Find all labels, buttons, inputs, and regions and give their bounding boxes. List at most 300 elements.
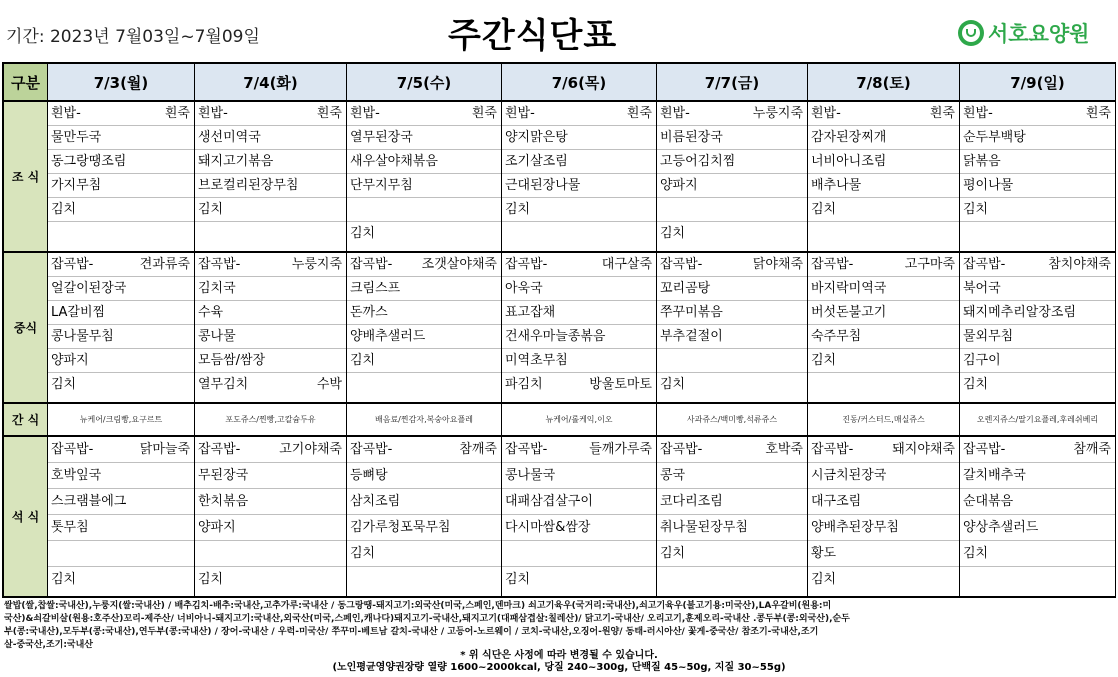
menu-line [195,222,346,246]
menu-line [195,301,346,325]
nutrition-text: (노인평균영양권장량 열량 1600~2000kcal, 당질 240~300g, 단백질 45~50g, 지질 30~55g) [332,662,786,673]
menu-line [195,349,346,373]
menu-line [195,253,346,277]
snack-item: 오렌지쥬스/딸기요플레,후레쉬베리 [976,415,1099,424]
lunch-day-cell [960,253,1116,402]
menu-item: 얼갈이된장국 [51,281,127,296]
porridge-item: 누룽지죽 [752,106,803,121]
snack-day-cell [960,404,1116,435]
menu-line [960,349,1115,373]
menu-line [48,222,194,246]
menu-line [48,174,194,198]
menu-line [657,349,807,373]
menu-item: 김치 [350,353,376,368]
menu-line [808,349,959,373]
menu-line [657,253,807,277]
snack-section [2,404,1116,437]
menu-line [48,463,194,489]
menu-line [502,126,656,150]
menu-line [347,253,501,277]
menu-line [960,301,1115,325]
menu-line [657,437,807,463]
menu-item: 김치 [198,202,224,217]
menu-item: 가지무침 [51,178,102,193]
menu-item: 김치 [51,572,77,587]
menu-item: 톳무침 [51,520,89,535]
menu-item: 잡곡밥- [660,442,703,457]
menu-line [657,301,807,325]
menu-line [657,277,807,301]
menu-line [195,126,346,150]
menu-line [195,463,346,489]
lunch-day-cell [808,253,960,402]
menu-line [960,174,1115,198]
menu-item: 잡곡밥- [198,257,241,272]
menu-item: 흰밥- [198,106,228,121]
porridge-item: 흰죽 [316,106,342,121]
page-header [0,0,1118,62]
menu-item: 돈까스 [350,305,388,320]
notice-text: * 위 식단은 사정에 따라 변경될 수 있습니다. [460,650,658,661]
lunch-section [2,253,1116,404]
snack-day-cell [347,404,502,435]
breakfast-day-cell [48,102,195,251]
menu-item: 김치 [811,572,837,587]
menu-item: 숙주무침 [811,329,862,344]
menu-line [502,102,656,126]
menu-item: 배추나물 [811,178,862,193]
dinner-day-cell [195,437,347,596]
footer-notice [0,650,1118,674]
menu-line [808,373,959,397]
origin-note-line: 부(콩:국내산),모두부(콩:국내산),연두부(콩:국내산) / 장어-국내산 / 우럭-미국산/ 쭈꾸미-베트남 갈치-국내산 / 고등어-노르웨이 / 코치-국내산,오징어-원양/ 동태-러시아산/ 꽃게-중국산/ 참조기-국내산,조기 [4,627,819,637]
menu-item: 조기살조림 [505,154,568,169]
menu-item: 잡곡밥- [963,442,1006,457]
menu-line [960,373,1115,397]
menu-line [657,102,807,126]
menu-line [502,301,656,325]
menu-item: 흰밥- [811,106,841,121]
menu-item: 김치 [660,546,686,561]
menu-item: 콩나물국 [505,468,556,483]
menu-line [48,150,194,174]
menu-line [960,222,1115,246]
menu-item: 김치 [350,546,376,561]
menu-line [960,515,1115,541]
menu-item: 잡곡밥- [198,442,241,457]
menu-item: 잡곡밥- [811,442,854,457]
menu-line [657,325,807,349]
porridge-item: 흰죽 [1085,106,1111,121]
dinner-day-cell [347,437,502,596]
menu-item: 잡곡밥- [660,257,703,272]
dinner-day-cell [502,437,657,596]
menu-item: 대패삼겹살구이 [505,494,593,509]
menu-line [808,301,959,325]
menu-line [502,253,656,277]
menu-line [347,277,501,301]
menu-item: 김치 [811,353,837,368]
dinner-section [2,437,1116,598]
menu-line [48,325,194,349]
menu-item: 콩국 [660,468,686,483]
breakfast-day-cell [347,102,502,251]
menu-line [502,349,656,373]
snack-day-cell [48,404,195,435]
menu-line [48,373,194,397]
menu-item: 양파지 [660,178,698,193]
porridge-item: 흰죽 [929,106,955,121]
day-header: 7/8(토) [808,62,960,102]
menu-item: 김치 [963,546,989,561]
menu-item: 닭볶음 [963,154,1001,169]
menu-line [195,515,346,541]
lunch-day-cell [657,253,808,402]
day-header: 7/3(월) [48,62,195,102]
menu-line [502,222,656,246]
menu-item: 김치 [811,202,837,217]
menu-line [195,174,346,198]
menu-line [347,437,501,463]
menu-line [347,301,501,325]
porridge-item: 닭마늘죽 [139,442,190,457]
menu-item: 시금치된장국 [811,468,887,483]
menu-item: 바지락미역국 [811,281,887,296]
menu-line [195,373,346,397]
lunch-day-cell [48,253,195,402]
day-header: 7/5(수) [347,62,502,102]
menu-line [808,489,959,515]
menu-item: 물외무침 [963,329,1014,344]
menu-line [808,222,959,246]
menu-item: 흰밥- [963,106,993,121]
menu-line [657,222,807,246]
menu-line [48,253,194,277]
menu-item: 김치 [350,226,376,241]
menu-item: 동그랑땡조림 [51,154,127,169]
menu-line [808,541,959,567]
menu-item: 순두부백탕 [963,130,1026,145]
snack-item: 진동/커스터드,매실쥬스 [842,415,925,424]
menu-line [502,277,656,301]
menu-item: 열무김치 [198,377,249,392]
menu-line [502,567,656,593]
menu-item: 무된장국 [198,468,249,483]
menu-item: 김치 [51,377,77,392]
menu-item: LA갈비찜 [51,305,106,320]
menu-line [657,541,807,567]
logo-text: 서호요양원 [988,22,1090,46]
origin-note-line: 쌀밥(쌀,찹쌀:국내산),누룽지(쌀:국내산) / 배추김치-배추:국내산,고추가루:국내산 / 동그랑땡-돼지고기:외국산(미국,스페인,덴마크) 쇠고기육우(국거리:국내산),쇠고기육우(불고기용:미국산),LA우갈비(원용:미 [4,601,832,611]
menu-item: 호박잎국 [51,468,102,483]
menu-line [347,515,501,541]
menu-item: 꼬리곰탕 [660,281,711,296]
smile-logo-icon [958,20,984,46]
menu-line [502,174,656,198]
menu-line [347,174,501,198]
breakfast-section [2,102,1116,253]
menu-line [347,541,501,567]
menu-item: 감자된장찌개 [811,130,887,145]
porridge-item: 조갯살야채죽 [421,257,497,272]
snack-item: 사과쥬스/백미빵,석류쥬스 [686,415,778,424]
menu-item: 콩나물 [198,329,236,344]
origin-notes [4,600,1114,652]
menu-line [347,126,501,150]
menu-item: 건새우마늘종볶음 [505,329,606,344]
menu-line [657,126,807,150]
porridge-item: 흰죽 [164,106,190,121]
menu-item: 파김치 [505,377,543,392]
menu-line [48,277,194,301]
day-header: 7/6(목) [502,62,657,102]
menu-line [195,102,346,126]
menu-line [48,515,194,541]
menu-line [347,349,501,373]
menu-line [502,463,656,489]
menu-item: 흰밥- [660,106,690,121]
menu-item: 김치국 [198,281,236,296]
menu-line [808,253,959,277]
menu-line [48,567,194,593]
menu-line [502,515,656,541]
menu-line [48,349,194,373]
menu-line [48,489,194,515]
breakfast-label: 조 식 [2,102,48,251]
menu-item: 부추겉절이 [660,329,723,344]
menu-item: 김치 [51,202,77,217]
menu-line [502,489,656,515]
menu-item: 김치 [660,377,686,392]
menu-item: 김치 [505,202,531,217]
menu-item: 김치 [660,226,686,241]
menu-line [960,567,1115,593]
menu-line [195,277,346,301]
menu-line [657,515,807,541]
menu-line [808,567,959,593]
menu-line [808,126,959,150]
menu-line [808,515,959,541]
menu-line [347,489,501,515]
snack-item: 포도쥬스/찐빵,고칼슘두유 [225,415,316,424]
breakfast-day-cell [195,102,347,251]
menu-item: 김치 [198,572,224,587]
menu-item: 양배추샐러드 [350,329,426,344]
porridge-item: 누룽지죽 [291,257,342,272]
menu-item: 미역초무침 [505,353,568,368]
snack-day-cell [195,404,347,435]
menu-item: 아욱국 [505,281,543,296]
period-text: 기간: 2023년 7월03일~7월09일 [6,27,260,47]
menu-line [808,437,959,463]
porridge-item: 흰죽 [626,106,652,121]
porridge-item: 고기야채죽 [279,442,342,457]
lunch-day-cell [195,253,347,402]
menu-line [347,325,501,349]
snack-item: 뉴케어/롤케익,이오 [545,415,613,424]
snack-item: 배음료/찐감자,복숭아요플레 [375,415,473,424]
menu-item: 김구이 [963,353,1001,368]
menu-line [502,373,656,397]
dinner-day-cell [48,437,195,596]
menu-line [808,150,959,174]
porridge-item: 수박 [316,377,342,392]
menu-item: 잡곡밥- [505,442,548,457]
menu-item: 너비아니조림 [811,154,887,169]
porridge-item: 돼지야채죽 [892,442,955,457]
menu-line [960,463,1115,489]
menu-item: 등뼈탕 [350,468,388,483]
menu-line [502,437,656,463]
menu-item: 순대볶음 [963,494,1014,509]
menu-item: 잡곡밥- [350,442,393,457]
menu-line [195,150,346,174]
porridge-item: 들깨가루죽 [589,442,652,457]
menu-line [502,325,656,349]
lunch-day-cell [502,253,657,402]
menu-item: 한치볶음 [198,494,249,509]
day-header: 7/4(화) [195,62,347,102]
menu-line [960,126,1115,150]
dinner-day-cell [657,437,808,596]
menu-line [657,373,807,397]
snack-label: 간 식 [2,404,48,435]
menu-item: 버섯돈불고기 [811,305,887,320]
porridge-item: 참깨죽 [459,442,497,457]
menu-item: 다시마쌈&쌈장 [505,520,591,535]
menu-line [960,102,1115,126]
menu-item: 김치 [505,572,531,587]
menu-line [657,174,807,198]
menu-item: 양파지 [198,520,236,535]
menu-line [808,102,959,126]
menu-line [48,102,194,126]
porridge-item: 참깨죽 [1073,442,1111,457]
menu-line [960,541,1115,567]
menu-line [808,198,959,222]
menu-line [960,277,1115,301]
menu-item: 잡곡밥- [811,257,854,272]
menu-line [502,198,656,222]
menu-line [960,198,1115,222]
menu-line [347,102,501,126]
breakfast-day-cell [502,102,657,251]
menu-item: 쭈꾸미볶음 [660,305,723,320]
porridge-item: 견과류죽 [139,257,190,272]
menu-item: 근대된장나물 [505,178,581,193]
menu-item: 잡곡밥- [51,442,94,457]
porridge-item: 흰죽 [471,106,497,121]
menu-item: 잡곡밥- [350,257,393,272]
origin-note-line: 국산)&쇠갈비살(원용:호주산)꼬리-제주산/ 너비아니-돼지고기:국내산,외국산(미국,스페인,캐나다)돼지고기-국내산,돼지고기(대패삼겹살:칠레산)/ 닭고기-국내산/ 오리고기,훈제오리-국내산 .콩두부(콩:외국산),순두 [4,614,850,624]
menu-item: 표고잡채 [505,305,556,320]
porridge-item: 호박죽 [765,442,803,457]
menu-item: 갈치배추국 [963,468,1026,483]
dinner-label: 석 식 [2,437,48,596]
porridge-item: 닭야채죽 [752,257,803,272]
day-header: 7/9(일) [960,62,1116,102]
logo [958,18,1089,48]
menu-line [347,567,501,593]
menu-line [195,541,346,567]
menu-line [195,489,346,515]
menu-item: 생선미역국 [198,130,261,145]
porridge-item: 고구마죽 [904,257,955,272]
menu-item: 대구조림 [811,494,862,509]
menu-item: 잡곡밥- [505,257,548,272]
menu-item: 황도 [811,546,837,561]
breakfast-day-cell [808,102,960,251]
menu-line [48,126,194,150]
snack-day-cell [657,404,808,435]
dinner-day-cell [960,437,1116,596]
menu-line [502,150,656,174]
menu-item: 흰밥- [51,106,81,121]
menu-item: 스크램블에그 [51,494,127,509]
menu-item: 흰밥- [350,106,380,121]
menu-item: 김치 [963,377,989,392]
menu-line [960,150,1115,174]
menu-line [657,198,807,222]
origin-note-line: 살-중국산,조기:국내산 [4,640,93,650]
menu-item: 북어국 [963,281,1001,296]
menu-item: 고등어김치찜 [660,154,736,169]
breakfast-day-cell [960,102,1116,251]
menu-item: 단무지무침 [350,178,413,193]
menu-line [808,463,959,489]
menu-item: 열무된장국 [350,130,413,145]
menu-line [195,437,346,463]
menu-line [347,373,501,397]
menu-line [48,541,194,567]
menu-item: 돼지메추리알장조림 [963,305,1077,320]
menu-line [657,567,807,593]
page-title: 주간식단표 [448,16,618,56]
menu-line [960,325,1115,349]
menu-line [808,277,959,301]
menu-item: 흰밥- [505,106,535,121]
menu-item: 양배추된장무침 [811,520,899,535]
menu-line [960,253,1115,277]
menu-item: 김가루청포묵무침 [350,520,451,535]
menu-item: 양상추샐러드 [963,520,1039,535]
menu-line [657,489,807,515]
menu-item: 김치 [963,202,989,217]
snack-day-cell [502,404,657,435]
menu-item: 삼치조림 [350,494,401,509]
menu-item: 모듬쌈/쌈장 [198,353,266,368]
menu-table [2,62,1116,598]
menu-item: 수육 [198,305,224,320]
menu-item: 크림스프 [350,281,401,296]
menu-item: 새우살야채볶음 [350,154,438,169]
menu-line [347,150,501,174]
snack-day-cell [808,404,960,435]
menu-line [960,489,1115,515]
category-header: 구분 [2,62,48,102]
menu-item: 코다리조림 [660,494,723,509]
snack-item: 뉴케어/크림빵,요구르트 [79,415,163,424]
menu-line [347,463,501,489]
menu-line [960,437,1115,463]
menu-item: 물만두국 [51,130,102,145]
menu-item: 양파지 [51,353,89,368]
menu-item: 취나물된장무침 [660,520,748,535]
menu-line [48,437,194,463]
menu-item: 비름된장국 [660,130,723,145]
menu-item: 양지맑은탕 [505,130,568,145]
lunch-label: 중식 [2,253,48,402]
